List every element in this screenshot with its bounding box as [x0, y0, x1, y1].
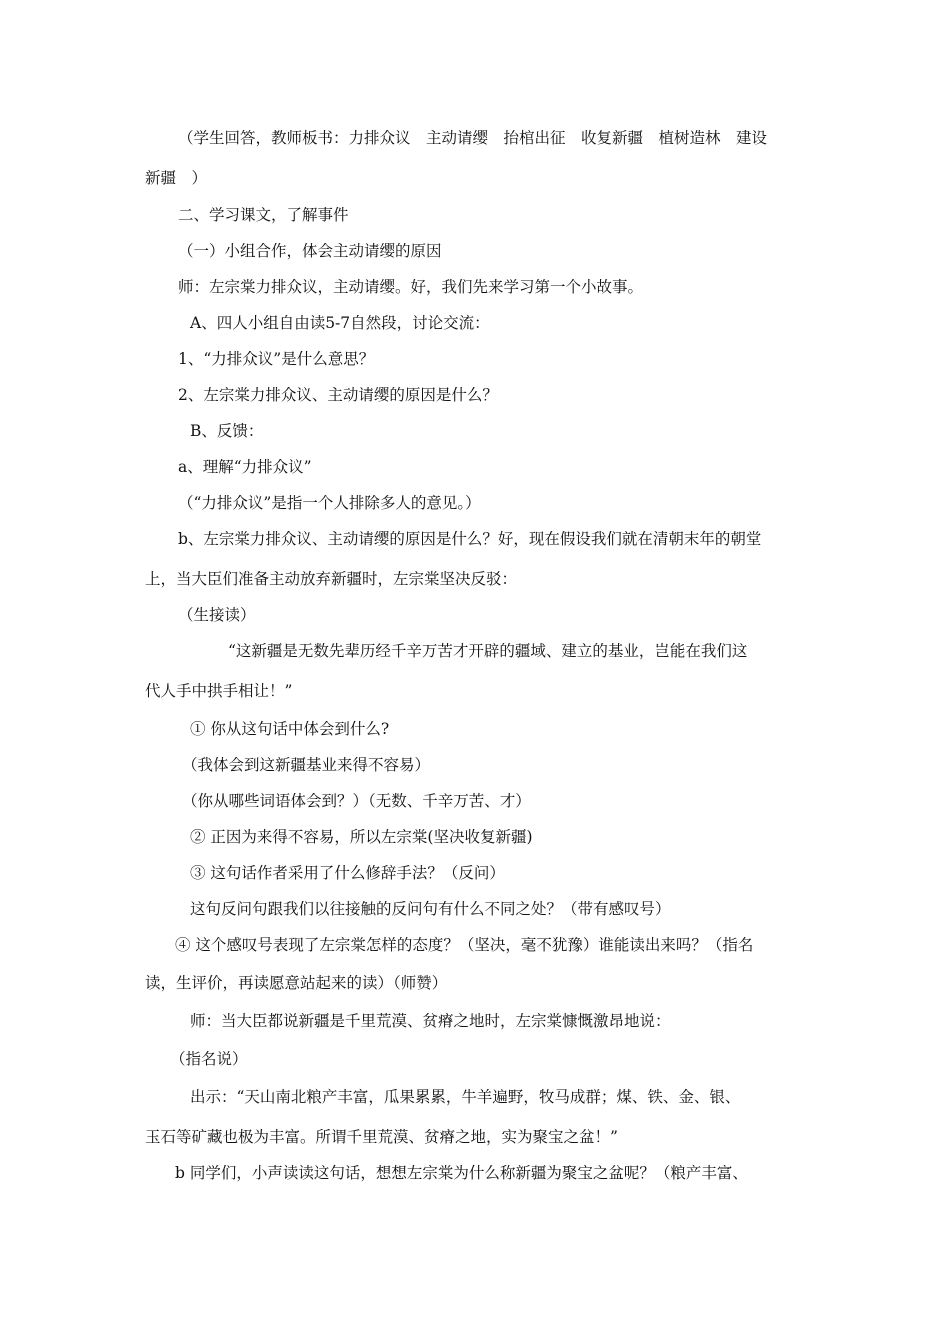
- paragraph-line: （指名说）: [170, 1050, 248, 1068]
- paragraph-line: ③ 这句话作者采用了什么修辞手法？（反问）: [190, 864, 505, 882]
- paragraph-line: ① 你从这句话中体会到什么?: [190, 720, 390, 738]
- quotation-line: 出示：“天山南北粮产丰富，瓜果累累，牛羊遍野，牧马成群；煤、铁、金、银、: [190, 1088, 741, 1106]
- paragraph-line: 师：左宗棠力排众议，主动请缨。好，我们先来学习第一个小故事。: [178, 278, 644, 296]
- paragraph-line: 师：当大臣都说新疆是千里荒漠、贫瘠之地时，左宗棠慷慨激昂地说：: [190, 1012, 671, 1030]
- paragraph-line: 读，生评价，再读愿意站起来的读）（师赞）: [145, 974, 448, 992]
- paragraph-line: （“力排众议”是指一个人排除多人的意见。）: [178, 494, 481, 512]
- paragraph-line: 这句反问句跟我们以往接触的反问句有什么不同之处？（带有感叹号）: [190, 900, 671, 918]
- quotation-line: 玉石等矿藏也极为丰富。所谓千里荒漠、贫瘠之地，实为聚宝之盆！”: [145, 1128, 618, 1146]
- quotation-line: 代人手中拱手相让！”: [145, 682, 293, 700]
- paragraph-line: b 同学们，小声读读这句话，想想左宗棠为什么称新疆为聚宝之盆呢？（粮产丰富、: [175, 1164, 748, 1182]
- paragraph-line: b、左宗棠力排众议、主动请缨的原因是什么？好，现在假设我们就在清朝末年的朝堂: [178, 530, 762, 548]
- paragraph-line: 新疆 ）: [145, 169, 208, 187]
- paragraph-line: ④ 这个感叹号表现了左宗棠怎样的态度？（坚决，毫不犹豫）谁能读出来吗？（指名: [175, 936, 754, 954]
- subsection-heading: （一）小组合作，体会主动请缨的原因: [178, 242, 442, 260]
- paragraph-line: （生接读）: [178, 606, 256, 624]
- paragraph-line: （我体会到这新疆基业来得不容易）: [182, 756, 431, 774]
- section-heading: 二、学习课文，了解事件: [178, 206, 349, 224]
- paragraph-line: A、四人小组自由读5-7自然段，讨论交流：: [190, 314, 490, 332]
- paragraph-line: 上，当大臣们准备主动放弃新疆时，左宗棠坚决反驳：: [145, 570, 518, 588]
- paragraph-line: ② 正因为来得不容易，所以左宗棠(坚决收复新疆): [190, 828, 533, 846]
- paragraph-line: a、理解“力排众议”: [178, 458, 312, 476]
- question-item: 2、左宗棠力排众议、主动请缨的原因是什么？: [178, 386, 498, 404]
- paragraph-line: （学生回答，教师板书：力排众议 主动请缨 抬棺出征 收复新疆 植树造林 建设: [178, 129, 768, 147]
- question-item: 1、“力排众议”是什么意思？: [178, 350, 375, 368]
- paragraph-line: （你从哪些词语体会到？）（无数、千辛万苦、才）: [182, 792, 531, 810]
- paragraph-line: B、反馈：: [190, 422, 264, 440]
- quotation-line: “这新疆是无数先辈历经千辛万苦才开辟的疆域、建立的基业，岂能在我们这: [228, 642, 748, 660]
